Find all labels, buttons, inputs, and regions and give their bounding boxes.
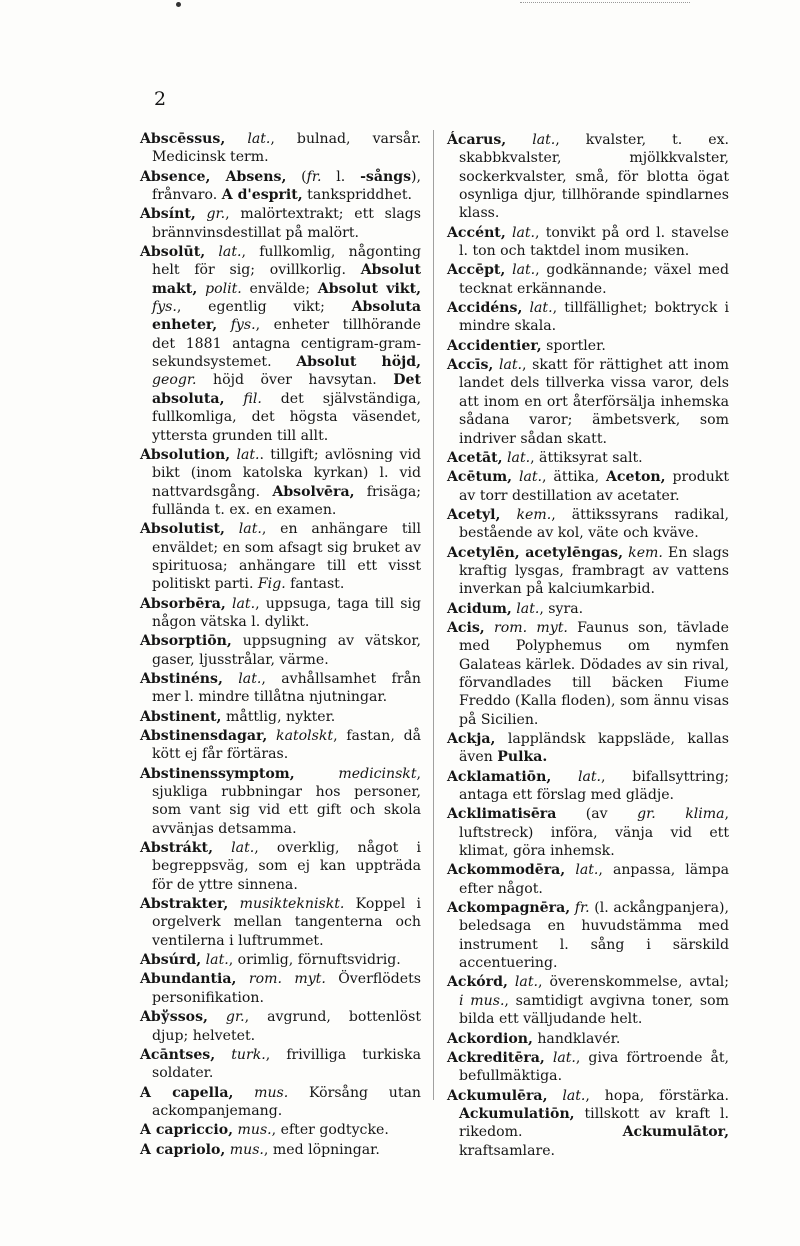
- dictionary-entry: [140, 632, 421, 669]
- print-speck: [176, 2, 181, 7]
- entry-headword: Acis,: [447, 619, 485, 636]
- dictionary-entry: [140, 446, 421, 519]
- entry-definition: medicinskt, sjukliga rubbningar hos personer, som vant sig vid ett gift och skola avvänjas detsamma.: [152, 765, 421, 837]
- entry-definition: lat.. tillgift; avlösning vid bikt (inom katolska kyrkan) l. vid nattvardsgång. Absolvēra, frisäga; fullända t. ex. en examen.: [152, 446, 421, 518]
- entry-headword: Ackompagnēra,: [447, 900, 571, 917]
- entry-headword: Absolūt,: [140, 244, 206, 261]
- entry-definition: lat., skatt för rättighet att inom landet dels tillverka vissa varor, dels att inom en ort återförsälja inhemska sådana varor; ämbetsverk, som indriver sådan skatt.: [459, 357, 729, 447]
- dictionary-entry: [140, 243, 421, 445]
- entry-definition: mus., med löpningar.: [229, 1141, 380, 1158]
- dictionary-entry: [447, 973, 729, 1028]
- entry-headword: Acklamatiōn,: [447, 768, 552, 785]
- dictionary-entry: [447, 544, 729, 599]
- entry-headword: Abstinéns,: [140, 670, 223, 687]
- dictionary-entry: [447, 299, 729, 336]
- dictionary-entry: [447, 730, 729, 767]
- dictionary-entry: [140, 595, 421, 632]
- entry-definition: lat., orimlig, förnuftsvidrig.: [205, 952, 401, 969]
- entry-definition: lat., anpassa, lämpa efter något.: [459, 862, 729, 897]
- dictionary-entry: [447, 1087, 729, 1160]
- entry-headword: Accidéns,: [447, 300, 523, 317]
- entry-headword: Abstrákt,: [140, 840, 213, 857]
- entry-headword: Absínt,: [140, 206, 196, 223]
- entry-headword: Abўssos,: [140, 1009, 208, 1026]
- entry-definition: (fr. l. -sångs), frånvaro. A d'esprit, tankspriddhet.: [152, 168, 421, 204]
- entry-headword: Acetyl,: [447, 506, 501, 523]
- dictionary-entry: [140, 1141, 421, 1159]
- entry-headword: Acklimatisēra: [447, 806, 557, 823]
- entry-definition: lat., hopa, förstärka. Ackumulatiōn, tillskott av kraft l. rikedom. Ackumulātor, kraftsamlare.: [459, 1087, 729, 1159]
- dictionary-entry: [447, 261, 729, 298]
- entry-definition: sportler.: [541, 337, 606, 354]
- dictionary-entry: [447, 899, 729, 972]
- entry-definition: rom. myt. Överflödets personifikation.: [152, 971, 421, 1006]
- dictionary-entry: [447, 600, 729, 618]
- dictionary-entry: [140, 839, 421, 894]
- dictionary-entry: [447, 1049, 729, 1086]
- entry-headword: Absolutist,: [140, 521, 225, 538]
- dictionary-entry: [140, 1121, 421, 1139]
- entry-definition: lat., ättiksyrat salt.: [507, 449, 643, 466]
- entry-headword: A capriccio,: [140, 1122, 234, 1139]
- entry-headword: Ácarus,: [447, 132, 507, 148]
- dictionary-entry: [140, 1084, 421, 1121]
- entry-headword: Absúrd,: [140, 952, 202, 969]
- entry-headword: Absolution,: [140, 446, 231, 463]
- entry-headword: Acetāt,: [447, 449, 503, 466]
- dictionary-entry: [447, 506, 729, 543]
- entry-definition: mus. Körsång utan ackompanjemang.: [152, 1084, 421, 1119]
- entry-definition: lat., bulnad, varsår. Medicinsk term.: [152, 131, 421, 166]
- dictionary-entry: [447, 805, 729, 860]
- entry-definition: lat., avhållsamhet från mer l. mindre tillåtna njutningar.: [152, 670, 421, 706]
- entry-definition: lat., overklig, något i begreppsväg, som ej kan uppträda för de yttre sinnena.: [152, 840, 421, 893]
- dictionary-entry: [140, 205, 421, 242]
- entry-definition: lat., uppsuga, taga till sig någon vätska l. dylikt.: [152, 595, 421, 630]
- page-number: 2: [154, 88, 167, 110]
- entry-headword: Absence, Absens,: [140, 168, 287, 185]
- dictionary-entry: [447, 468, 729, 505]
- dictionary-entry: [140, 895, 421, 950]
- dictionary-entry: [140, 520, 421, 593]
- entry-headword: Accēpt,: [447, 262, 506, 279]
- entry-definition: lat., kvalster, t. ex. skabbkvalster, mjölkkvalster, sockerkvalster, små, för blotta ögat osynliga djur, tillhörande spindlarnes klass.: [459, 132, 729, 222]
- entry-headword: Absorbēra,: [140, 595, 226, 612]
- dictionary-entry: [447, 356, 729, 448]
- entry-definition: lat., tillfällighet; boktryck i mindre skala.: [459, 300, 729, 335]
- dictionary-entry: [140, 951, 421, 969]
- dictionary-entry: [140, 727, 421, 764]
- entry-definition: (av gr. klima, luftstreck) införa, vänja vid ett klimat, göra inhemsk.: [459, 806, 729, 860]
- dictionary-entry: [447, 861, 729, 898]
- left-column: [140, 130, 421, 1160]
- entry-headword: Abstinent,: [140, 708, 222, 725]
- entry-headword: Acētum,: [447, 469, 513, 486]
- entry-definition: lat., godkännande; växel med tecknat erkännande.: [459, 262, 729, 297]
- dictionary-entry: [140, 1046, 421, 1083]
- entry-definition: lat., fullkomlig, någonting helt för sig; ovillkorlig. Absolut makt, polit. envälde; Absolut vikt, fys., egentlig vikt; Absoluta enheter, fys., enheter tillhörande det 1881 antagna centigram-gram-sekundsystemet. Absolut höjd, geogr. höjd över havsytan. Det absoluta, fil. det självständiga, fullkomliga, det högsta väsendet, yttersta grunden till allt.: [152, 244, 421, 444]
- dictionary-entry: [140, 970, 421, 1007]
- entry-headword: Ackommodēra,: [447, 862, 566, 879]
- entry-headword: A capriolo,: [140, 1141, 226, 1158]
- entry-headword: A capella,: [140, 1084, 234, 1101]
- entry-definition: handklavér.: [532, 1030, 621, 1047]
- entry-headword: Absorptiōn,: [140, 633, 232, 650]
- entry-headword: Ackordion,: [447, 1030, 533, 1047]
- entry-definition: lappländsk kappsläde, kallas även Pulka.: [459, 731, 729, 766]
- entry-definition: lat., överenskommelse, avtal; i mus., samtidigt avgivna toner, som bilda ett välljudande helt.: [459, 974, 729, 1028]
- dictionary-entry: [140, 708, 421, 726]
- entry-definition: turk., frivilliga turkiska soldater.: [152, 1046, 421, 1082]
- entry-headword: Acidum,: [447, 600, 512, 617]
- right-column: [447, 131, 729, 1161]
- entry-definition: lat., ättika, Aceton, produkt av torr destillation av acetater.: [459, 469, 729, 504]
- entry-headword: Ackórd,: [447, 974, 508, 991]
- entry-headword: Abscēssus,: [140, 131, 226, 147]
- dictionary-entry: [447, 768, 729, 805]
- entry-definition: mus., efter godtycke.: [237, 1122, 389, 1139]
- dictionary-entry: [140, 168, 421, 205]
- entry-definition: katolskt, fastan, då kött ej får förtäras.: [152, 728, 422, 763]
- entry-headword: Abstinensdagar,: [140, 728, 268, 744]
- dictionary-entry: [447, 224, 729, 261]
- entry-headword: Ackumulēra,: [447, 1087, 548, 1104]
- entry-definition: rom. myt. Faunus son, tävlade med Polyphemus om nymfen Galateas kärlek. Dödades av sin rival, förvandlades till bäcken Fiume Freddo (Kalla floden), som ännu visas på Sicilien.: [459, 619, 729, 728]
- entry-definition: uppsugning av vätskor, gaser, ljusstrålar, värme.: [152, 633, 421, 668]
- dictionary-entry: [447, 449, 729, 467]
- entry-definition: kem., ättikssyrans radikal, bestående av kol, väte och kväve.: [459, 506, 729, 542]
- entry-definition: lat., en anhängare till enväldet; en som afsagt sig bruket av spirituosa; anhängare till ett visst politiskt parti. Fig. fantast.: [152, 521, 421, 593]
- entry-definition: måttlig, nykter.: [221, 708, 336, 725]
- dictionary-entry: [140, 670, 421, 707]
- dictionary-entry: [447, 1030, 729, 1048]
- entry-definition: fr. (l. ackångpanjera), beledsaga en huvudstämma med instrument l. sång i särskild accentuering.: [459, 900, 729, 972]
- entry-headword: Abstrakter,: [140, 896, 229, 913]
- entry-headword: Acetylēn, acetylēngas,: [447, 544, 624, 561]
- entry-headword: Ackja,: [447, 731, 496, 747]
- entry-headword: Abstinenssymptom,: [140, 765, 295, 782]
- dictionary-entry: [447, 337, 729, 355]
- entry-definition: gr., avgrund, bottenlöst djup; helvetet.: [152, 1009, 421, 1044]
- dictionary-entry: [447, 131, 729, 223]
- entry-headword: Ackreditēra,: [447, 1049, 545, 1066]
- entry-definition: lat., syra.: [516, 600, 584, 617]
- dictionary-entry: [140, 130, 421, 167]
- entry-definition: lat., tonvikt på ord l. stavelse l. ton och taktdel inom musiken.: [459, 224, 729, 260]
- entry-headword: Abundantia,: [140, 971, 237, 988]
- entry-definition: gr., malörtextrakt; ett slags brännvinsdestillat på malört.: [152, 206, 421, 241]
- dictionary-entry: [447, 619, 729, 729]
- entry-definition: lat., giva förtroende åt, befullmäktiga.: [459, 1049, 730, 1085]
- entry-definition: lat., bifallsyttring; antaga ett förslag med glädje.: [459, 768, 729, 804]
- entry-headword: Accént,: [447, 224, 506, 241]
- dictionary-entry: [140, 1008, 421, 1045]
- entry-definition: musiktekniskt. Koppel i orgelverk mellan tangenterna och ventilerna i luftrummet.: [152, 896, 421, 949]
- entry-definition: kem. En slags kraftig lysgas, frambragt av vattens inverkan på kalciumkarbid.: [459, 544, 729, 598]
- entry-headword: Acāntses,: [140, 1046, 216, 1063]
- top-edge-mark: [520, 2, 690, 3]
- entry-headword: Accīs,: [447, 357, 494, 374]
- column-divider: [433, 130, 434, 1100]
- dictionary-entry: [140, 765, 421, 838]
- entry-headword: Accidentier,: [447, 337, 542, 354]
